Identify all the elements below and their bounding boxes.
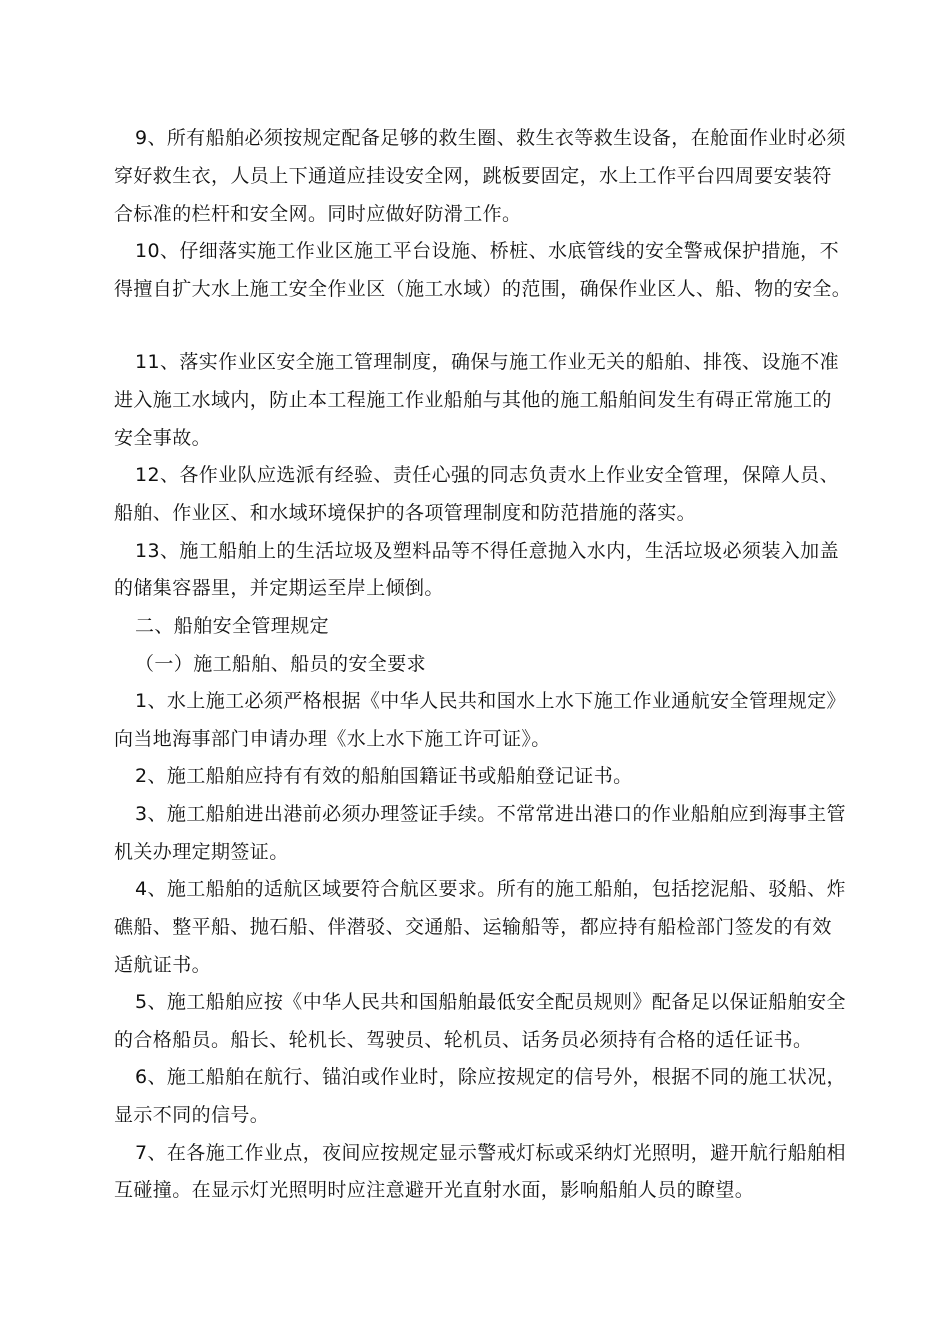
paragraph-line: 12、各作业队应选派有经验、责任心强的同志负责水上作业安全管理，保障人员、	[135, 464, 839, 486]
paragraph-line: 11、落实作业区安全施工管理制度，确保与施工作业无关的船舶、排筏、设施不准	[135, 351, 839, 373]
paragraph-line: 2、施工船舶应持有有效的船舶国籍证书或船舶登记证书。	[135, 765, 633, 787]
paragraph-line: 合标准的栏杆和安全网。同时应做好防滑工作。	[114, 203, 522, 225]
paragraph-line: 礁船、整平船、抛石船、伴潜驳、交通船、运输船等，都应持有船检部门签发的有效	[114, 916, 832, 938]
paragraph-line: 适航证书。	[114, 954, 212, 976]
paragraph-line: 的储集容器里，并定期运至岸上倾倒。	[114, 577, 444, 599]
paragraph-line: 向当地海事部门申请办理《水上水下施工许可证》。	[114, 728, 551, 750]
paragraph-line: 安全事故。	[114, 427, 212, 449]
paragraph-line: 10、仔细落实施工作业区施工平台设施、桥桩、水底管线的安全警戒保护措施，不	[135, 240, 839, 262]
paragraph-line: 得擅自扩大水上施工安全作业区（施工水域）的范围，确保作业区人、船、物的安全。	[114, 278, 852, 300]
paragraph-line: 的合格船员。船长、轮机长、驾驶员、轮机员、话务员必须持有合格的适任证书。	[114, 1029, 813, 1051]
section-heading: 二、船舶安全管理规定	[135, 615, 330, 637]
paragraph-line: 1、水上施工必须严格根据《中华人民共和国水上水下施工作业通航安全管理规定》	[135, 690, 846, 712]
paragraph-line: 互碰撞。在显示灯光照明时应注意避开光直射水面，影响船舶人员的瞭望。	[114, 1179, 755, 1201]
paragraph-line: 7、在各施工作业点，夜间应按规定显示警戒灯标或采纳灯光照明，避开航行船舶相	[135, 1142, 846, 1164]
paragraph-line: 进入施工水域内，防止本工程施工作业船舶与其他的施工船舶间发生有碍正常施工的	[114, 389, 832, 411]
paragraph-line: 9、所有船舶必须按规定配备足够的救生圈、救生衣等救生设备，在舱面作业时必须	[135, 127, 846, 149]
paragraph-line: 船舶、作业区、和水域环境保护的各项管理制度和防范措施的落实。	[114, 502, 697, 524]
subsection-heading: （一）施工船舶、船员的安全要求	[135, 653, 427, 675]
paragraph-line: 5、施工船舶应按《中华人民共和国船舶最低安全配员规则》配备足以保证船舶安全	[135, 991, 846, 1013]
paragraph-line: 3、施工船舶进出港前必须办理签证手续。不常常进出港口的作业船舶应到海事主管	[135, 803, 846, 825]
paragraph-line: 穿好救生衣，人员上下通道应挂设安全网，跳板要固定，水上工作平台四周要安装符	[114, 165, 832, 187]
paragraph-line: 机关办理定期签证。	[114, 841, 289, 863]
paragraph-line: 4、施工船舶的适航区域要符合航区要求。所有的施工船舶，包括挖泥船、驳船、炸	[135, 878, 846, 900]
paragraph-line: 显示不同的信号。	[114, 1104, 270, 1126]
paragraph-line: 13、施工船舶上的生活垃圾及塑料品等不得任意抛入水内，生活垃圾必须装入加盖	[135, 540, 839, 562]
paragraph-line: 6、施工船舶在航行、锚泊或作业时，除应按规定的信号外，根据不同的施工状况，	[135, 1066, 846, 1088]
